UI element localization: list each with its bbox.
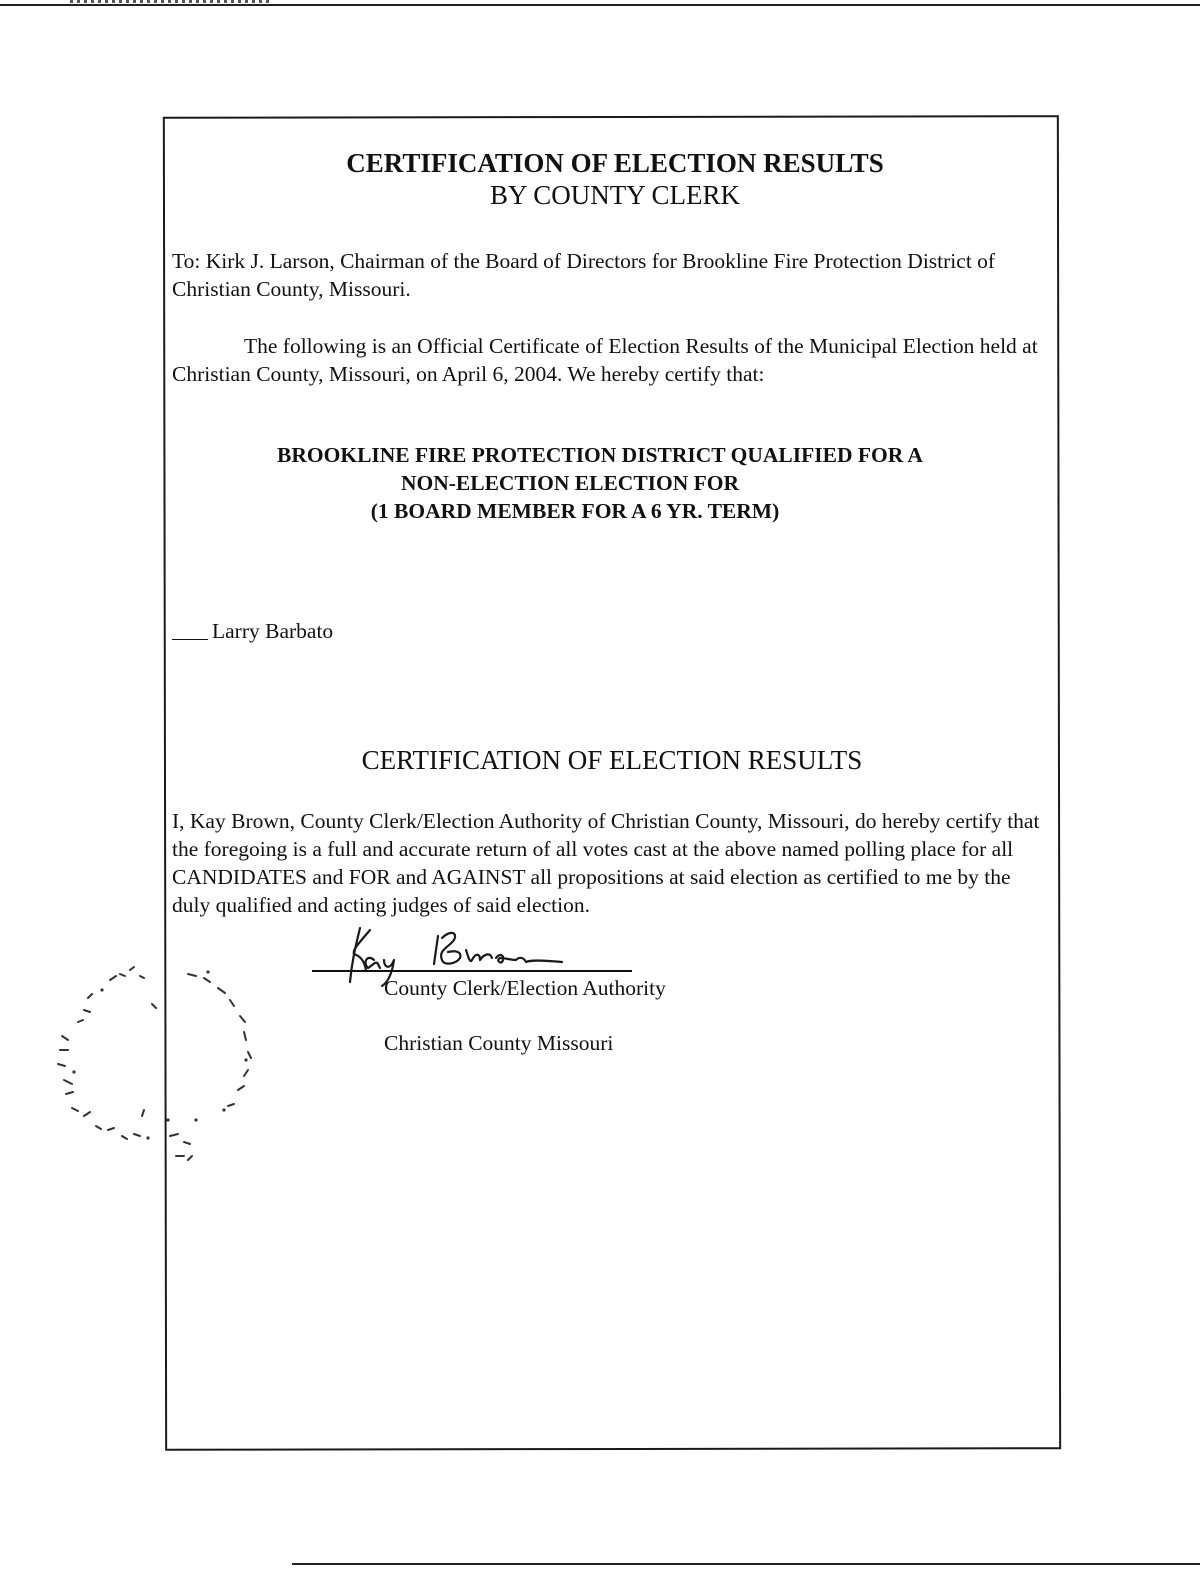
- district-heading-line-1: BROOKLINE FIRE PROTECTION DISTRICT QUALIFIED FOR A: [277, 443, 923, 467]
- embossed-seal: [48, 960, 288, 1180]
- candidate-checkbox-blank: [172, 639, 208, 640]
- certification-paragraph: I, Kay Brown, County Clerk/Election Authority of Christian County, Missouri, do hereby certify that the foregoing is a full and accurate return of all votes cast at the above named polling place for all CANDIDATES and FOR and AGAINST all propositions at said election as certified to me by the duly qualified and acting judges of said election.: [172, 809, 1040, 917]
- intro-paragraph: The following is an Official Certificate of Election Results of the Municipal Election held at Christian County, Missouri, on April 6, 2004. We hereby certify that:: [172, 334, 1038, 386]
- district-heading-line-3: (1 BOARD MEMBER FOR A 6 YR. TERM): [370, 499, 780, 523]
- scan-header-marks: [70, 0, 270, 3]
- signature-county: Christian County Missouri: [384, 1031, 614, 1055]
- addressee-paragraph: To: Kirk J. Larson, Chairman of the Board of Directors for Brookline Fire Protection District of Christian County, Missouri.: [172, 249, 996, 301]
- bottom-border-line: [292, 1563, 1200, 1565]
- top-border-line: [0, 4, 1200, 6]
- district-heading-line-2: NON-ELECTION ELECTION FOR: [400, 471, 740, 495]
- candidate-name: Larry Barbato: [212, 619, 334, 643]
- candidate-entry: [172, 619, 333, 644]
- document-subtitle: BY COUNTY CLERK: [489, 180, 740, 210]
- document-title: CERTIFICATION OF ELECTION RESULTS: [346, 148, 884, 178]
- certificate-frame: [163, 115, 1061, 1451]
- signature-title: County Clerk/Election Authority: [384, 976, 666, 1000]
- certification-heading: CERTIFICATION OF ELECTION RESULTS: [361, 745, 863, 775]
- signature-line: [312, 970, 632, 972]
